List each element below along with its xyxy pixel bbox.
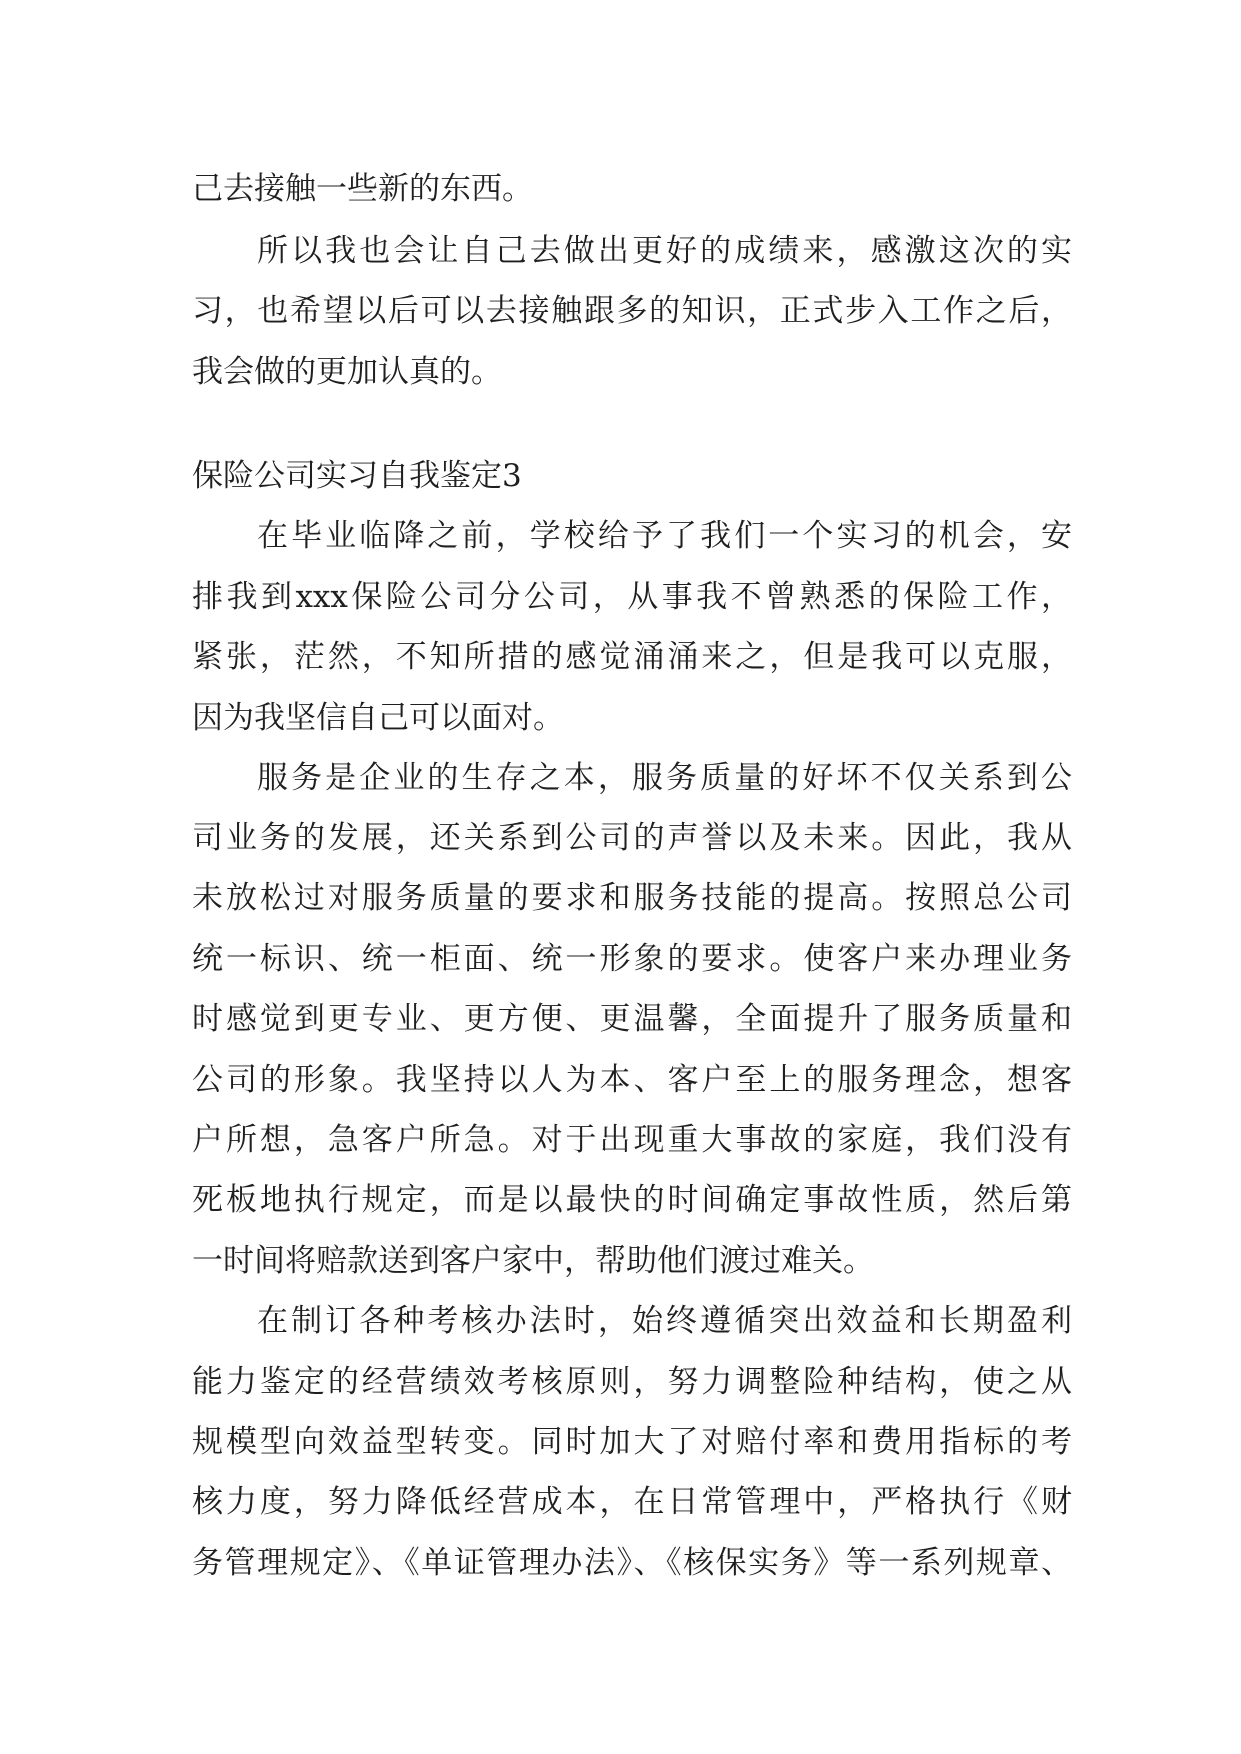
paragraph-first-line: 服务是企业的生存之本，服务质量的好坏不仅关系到公 — [257, 760, 1072, 796]
text-line: 能力鉴定的经营绩效考核原则，努力调整险种结构，使之从 — [192, 1364, 1072, 1400]
text-line: 司业务的发展，还关系到公司的声誉以及未来。因此，我从 — [192, 820, 1072, 856]
text-line: 务管理规定》、《单证管理办法》、《核保实务》等一系列规章、 — [192, 1545, 1072, 1581]
text-line: 我会做的更加认真的。 — [192, 354, 502, 390]
text-line: 户所想，急客户所急。对于出现重大事故的家庭，我们没有 — [192, 1122, 1072, 1158]
text-line: 公司的形象。我坚持以人为本、客户至上的服务理念，想客 — [192, 1062, 1072, 1098]
text-line: 己去接触一些新的东西。 — [192, 171, 533, 207]
paragraph-first-line: 在毕业临降之前，学校给予了我们一个实习的机会，安 — [257, 518, 1072, 554]
text-line: 规模型向效益型转变。同时加大了对赔付率和费用指标的考 — [192, 1424, 1072, 1460]
paragraph-first-line: 在制订各种考核办法时，始终遵循突出效益和长期盈利 — [257, 1303, 1072, 1339]
text-line: 排我到xxx保险公司分公司，从事我不曾熟悉的保险工作， — [192, 579, 1072, 615]
text-line: 未放松过对服务质量的要求和服务技能的提高。按照总公司 — [192, 880, 1072, 916]
text-line: 紧张，茫然，不知所措的感觉涌涌来之，但是我可以克服， — [192, 639, 1072, 675]
text-line: 时感觉到更专业、更方便、更温馨，全面提升了服务质量和 — [192, 1001, 1072, 1037]
text-line: 统一标识、统一柜面、统一形象的要求。使客户来办理业务 — [192, 941, 1072, 977]
text-line: 因为我坚信自己可以面对。 — [192, 700, 564, 736]
section-heading: 保险公司实习自我鉴定3 — [192, 458, 522, 494]
text-line: 一时间将赔款送到客户家中，帮助他们渡过难关。 — [192, 1243, 874, 1279]
text-line: 死板地执行规定，而是以最快的时间确定事故性质，然后第 — [192, 1182, 1072, 1218]
paragraph-first-line: 所以我也会让自己去做出更好的成绩来，感激这次的实 — [257, 233, 1072, 269]
text-line: 习，也希望以后可以去接触跟多的知识，正式步入工作之后， — [192, 293, 1072, 329]
text-line: 核力度，努力降低经营成本，在日常管理中，严格执行《财 — [192, 1484, 1072, 1520]
